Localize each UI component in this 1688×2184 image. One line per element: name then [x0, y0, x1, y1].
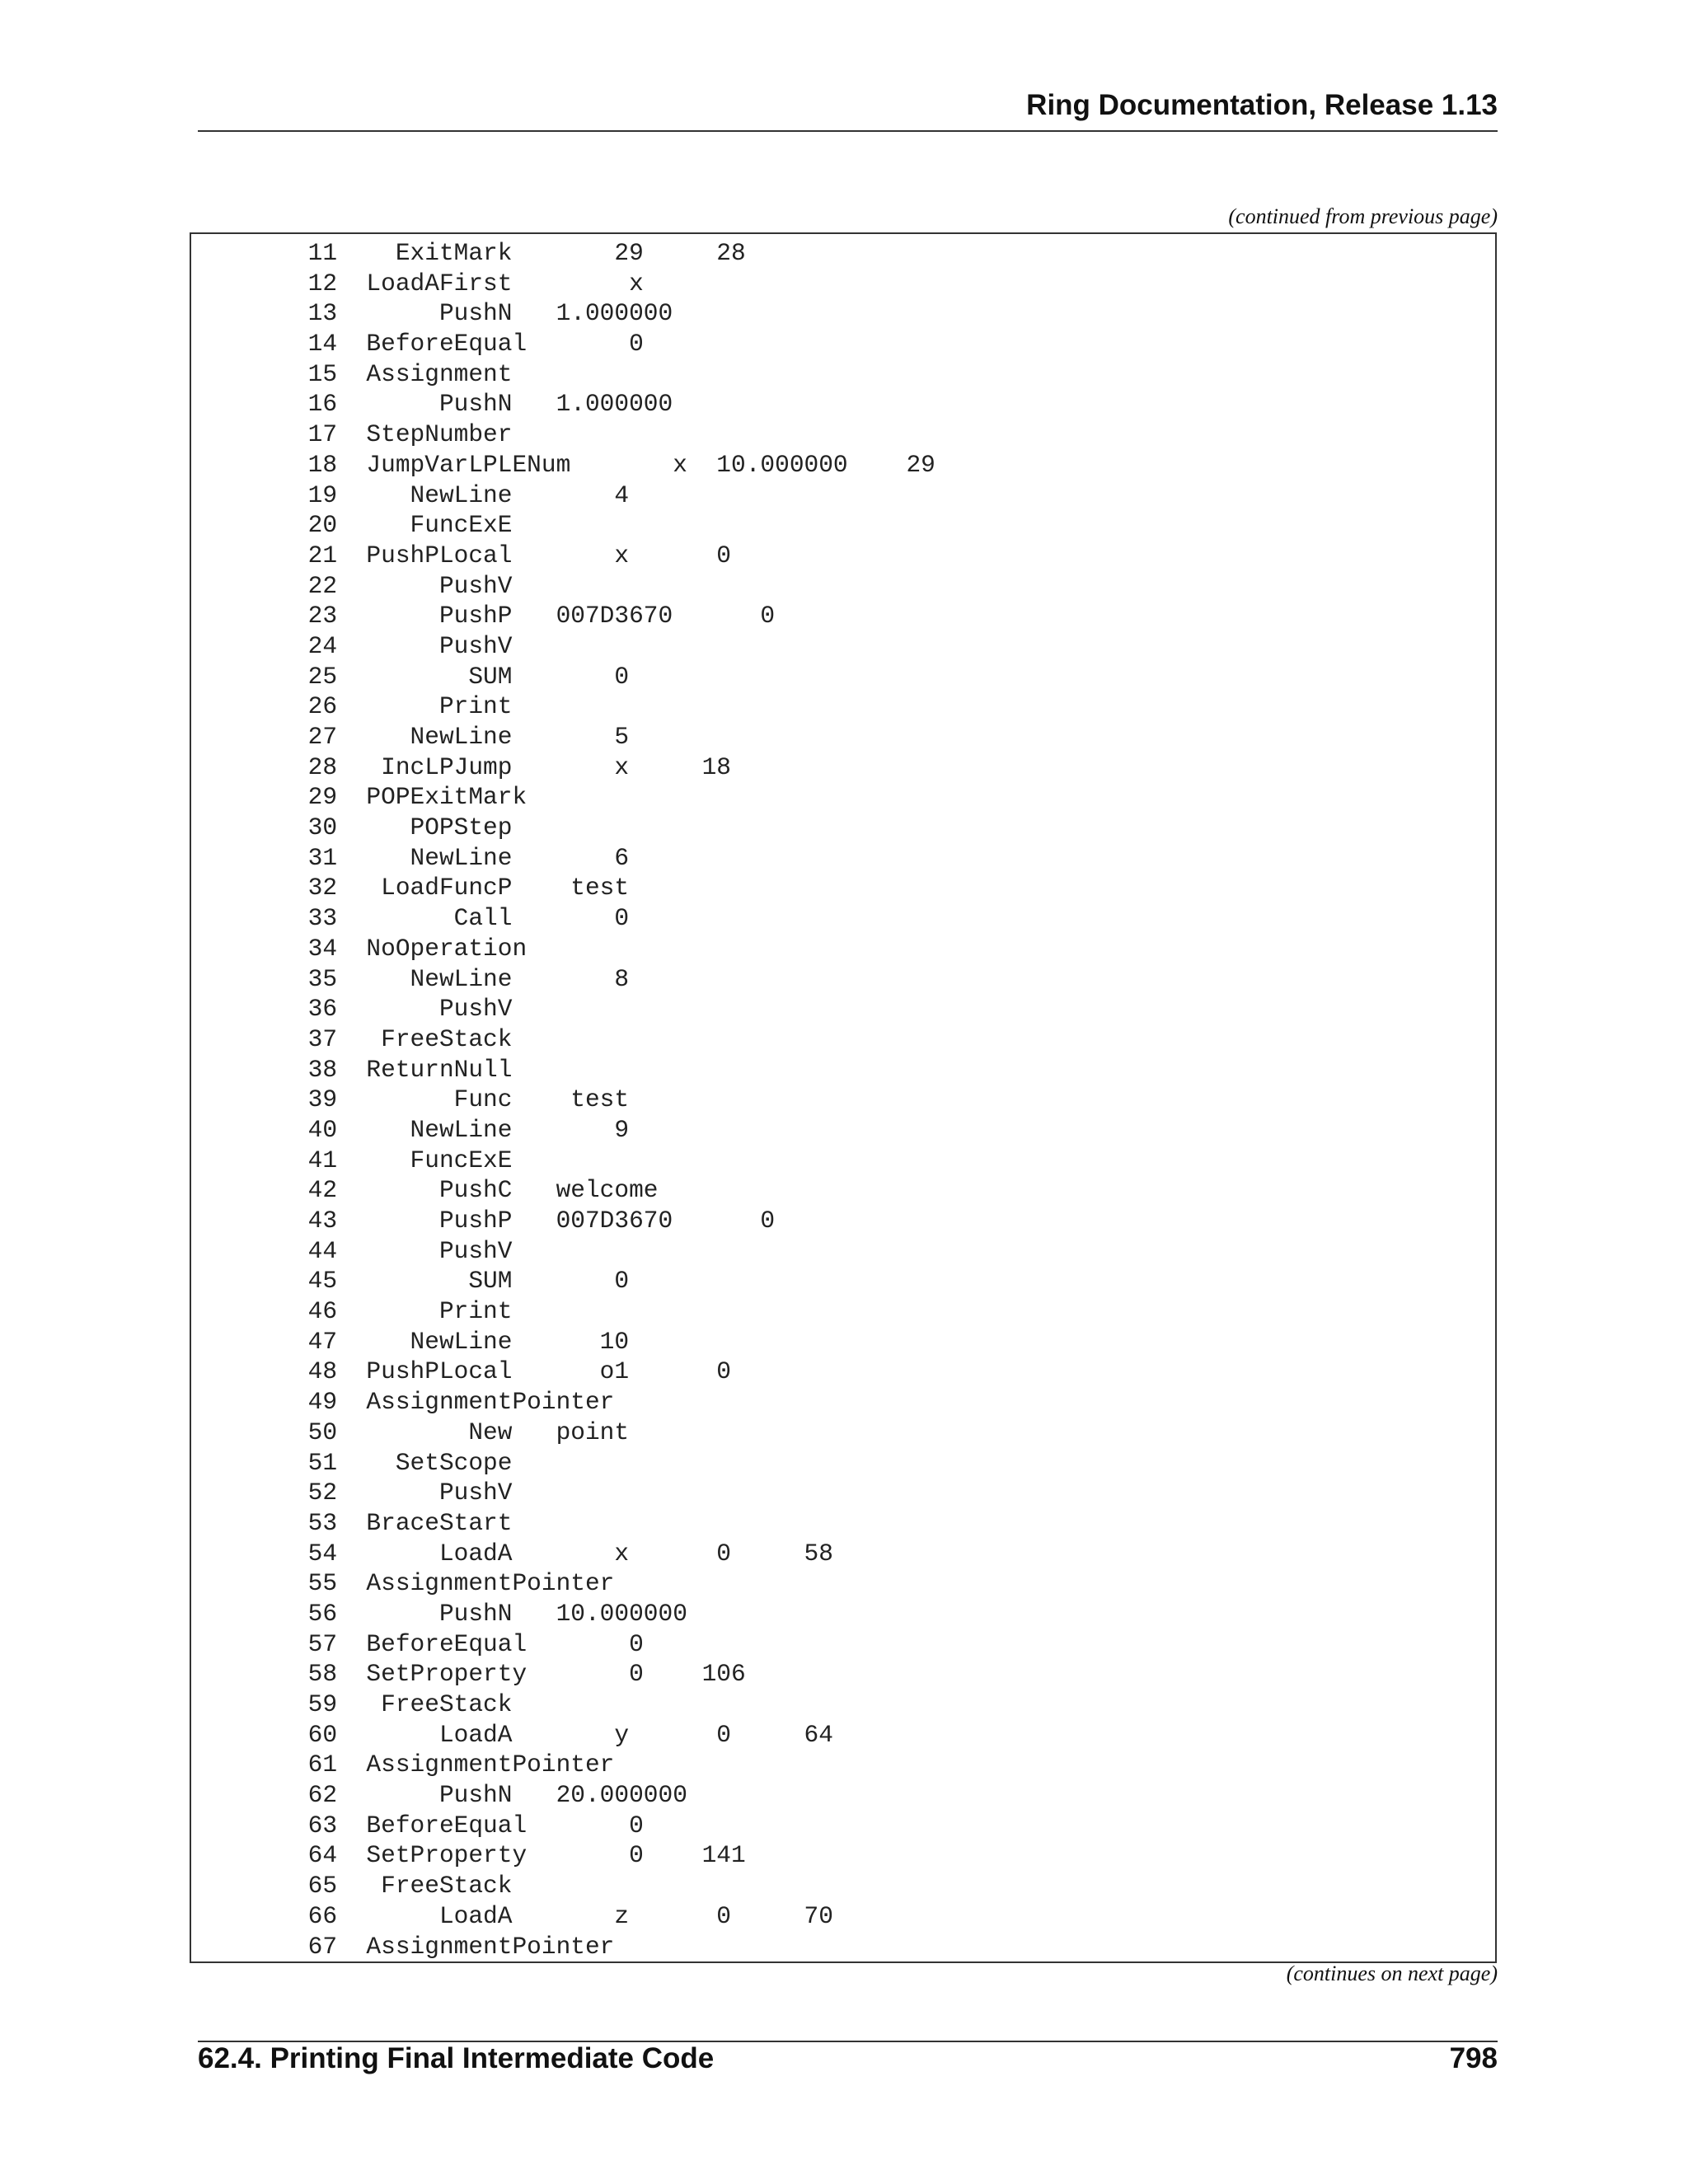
code-line: 31 NewLine 6	[191, 843, 630, 872]
code-line: 53 BraceStart	[191, 1508, 513, 1537]
code-line: 16 PushN 1.000000	[191, 390, 673, 419]
code-line: 62 PushN 20.000000	[191, 1781, 687, 1810]
code-line: 28 IncLPJump x 18	[191, 752, 732, 781]
page-number: 798	[1449, 2042, 1498, 2074]
code-line: 40 NewLine 9	[191, 1115, 630, 1144]
code-line: 52 PushV	[191, 1479, 513, 1507]
code-line: 26 Print	[191, 692, 513, 721]
code-line: 13 PushN 1.000000	[191, 299, 673, 328]
header-rule	[198, 130, 1498, 132]
code-line: 42 PushC welcome	[191, 1176, 659, 1205]
code-line: 48 PushPLocal o1 0	[191, 1357, 732, 1386]
code-line: 12 LoadAFirst x	[191, 269, 644, 298]
code-line: 32 LoadFuncP test	[191, 874, 630, 902]
code-line: 36 PushV	[191, 995, 513, 1024]
code-line: 11 ExitMark 29 28	[191, 239, 746, 267]
continues-on-caption: (continues on next page)	[1286, 1961, 1498, 1985]
code-line: 37 FreeStack	[191, 1024, 513, 1053]
code-line: 50 New point	[191, 1418, 630, 1446]
code-line: 45 SUM 0	[191, 1267, 630, 1296]
code-line: 46 Print	[191, 1297, 513, 1326]
code-line: 34 NoOperation	[191, 934, 528, 963]
code-line: 23 PushP 007D3670 0	[191, 602, 776, 630]
code-line: 41 FuncExE	[191, 1146, 513, 1174]
code-line: 59 FreeStack	[191, 1690, 513, 1718]
code-line: 21 PushPLocal x 0	[191, 541, 732, 569]
code-line: 44 PushV	[191, 1236, 513, 1265]
code-line: 57 BeforeEqual 0	[191, 1629, 644, 1658]
footer-section-title: 62.4. Printing Final Intermediate Code	[198, 2042, 715, 2074]
code-line: 20 FuncExE	[191, 511, 513, 540]
code-line: 67 AssignmentPointer	[191, 1932, 615, 1961]
code-line: 61 AssignmentPointer	[191, 1750, 615, 1779]
code-line: 66 LoadA z 0 70	[191, 1901, 833, 1930]
code-line: 29 POPExitMark	[191, 783, 528, 812]
code-line: 30 POPStep	[191, 813, 513, 842]
code-line: 65 FreeStack	[191, 1872, 513, 1900]
code-line: 58 SetProperty 0 106	[191, 1660, 746, 1689]
code-line: 27 NewLine 5	[191, 723, 630, 751]
code-line: 54 LoadA x 0 58	[191, 1539, 833, 1568]
code-line: 47 NewLine 10	[191, 1327, 630, 1356]
code-line: 56 PushN 10.000000	[191, 1599, 687, 1628]
code-line: 17 StepNumber	[191, 420, 513, 449]
code-line: 55 AssignmentPointer	[191, 1569, 615, 1598]
code-line: 63 BeforeEqual 0	[191, 1811, 644, 1840]
code-line: 25 SUM 0	[191, 662, 630, 691]
running-header-title: Ring Documentation, Release 1.13	[1026, 89, 1498, 121]
code-line: 49 AssignmentPointer	[191, 1388, 615, 1417]
code-line: 35 NewLine 8	[191, 964, 630, 993]
code-line: 14 BeforeEqual 0	[191, 330, 644, 359]
continued-from-caption: (continued from previous page)	[1228, 204, 1498, 228]
code-line: 64 SetProperty 0 141	[191, 1841, 746, 1870]
code-line: 22 PushV	[191, 571, 513, 600]
code-lines	[191, 238, 935, 1961]
code-line: 38 ReturnNull	[191, 1055, 513, 1084]
code-line: 43 PushP 007D3670 0	[191, 1207, 776, 1235]
code-line: 24 PushV	[191, 631, 513, 660]
code-line: 60 LoadA y 0 64	[191, 1720, 833, 1749]
code-line: 18 JumpVarLPLENum x 10.000000 29	[191, 450, 935, 479]
code-line: 19 NewLine 4	[191, 480, 630, 509]
code-line: 33 Call 0	[191, 904, 630, 933]
code-line: 39 Func test	[191, 1085, 630, 1114]
code-block	[190, 232, 1497, 1963]
code-line: 51 SetScope	[191, 1448, 513, 1477]
code-line: 15 Assignment	[191, 359, 513, 388]
